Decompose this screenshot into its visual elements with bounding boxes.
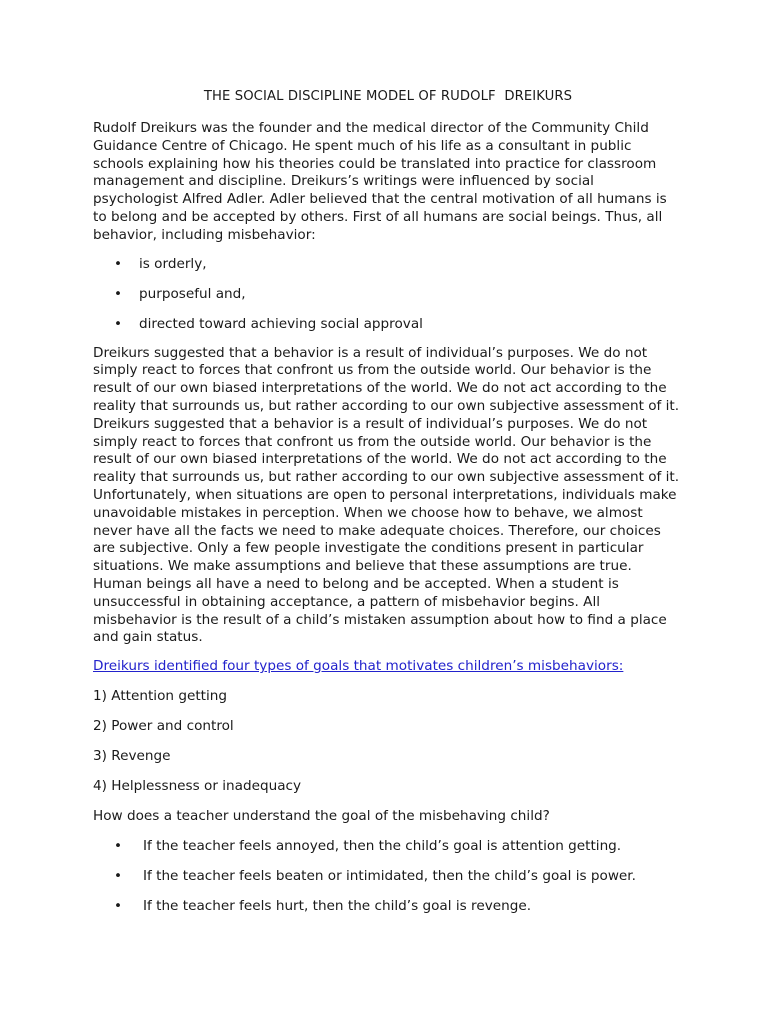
bullet-icon: • xyxy=(114,285,123,302)
body-paragraph: Dreikurs suggested that a behavior is a result of individual’s purposes. We do not simply react to forces that confront us from the outside world. Our behavior is the result of our own biased interpretations of the world. We do not act according to the reality that surrounds us, but rather according to our own subjective assessment of it. Dreikurs suggested that a behavior is a result of individual’s purposes. We do not simply react to forces that confront us from the outside world. Our behavior is the result of our own biased interpretations of the world. We do not act according to the reality that surrounds us, but rather according to our own subjective assessment of it. Unfortunately, when situations are open to personal interpretations, individuals make unavoidable mistakes in perception. When we choose how to behave, we almost never have all the facts we need to make adequate choices. Therefore, our choices are subjective. Only a few people investigate the conditions present in particular situations. We make assumptions and believe that these assumptions are true. Human beings all have a need to belong and be accepted. When a student is unsuccessful in obtaining acceptance, a pattern of misbehavior begins. All misbehavior is the result of a child’s mistaken assumption about how to find a place and gain status. xyxy=(93,344,680,646)
bullet-icon: • xyxy=(114,315,123,332)
bullet-text: purposeful and, xyxy=(139,285,246,302)
bullet-text: is orderly, xyxy=(139,255,207,272)
list-item xyxy=(93,897,683,915)
teacher-question: How does a teacher understand the goal of the misbehaving child? xyxy=(93,808,550,825)
goal-item-helplessness: 4) Helplessness or inadequacy xyxy=(93,778,302,795)
bullet-text: If the teacher feels annoyed, then the child’s goal is attention getting. xyxy=(143,838,622,855)
document-title: THE SOCIAL DISCIPLINE MODEL OF RUDOLF DREIKURS xyxy=(203,89,573,104)
goal-item-attention: 1) Attention getting xyxy=(93,688,228,705)
list-item xyxy=(93,315,683,333)
goal-item-power: 2) Power and control xyxy=(93,718,234,735)
bullet-icon: • xyxy=(114,898,123,915)
document-content xyxy=(93,88,683,927)
behavior-bullet-list xyxy=(93,255,683,333)
bullet-icon: • xyxy=(114,868,123,885)
bullet-icon: • xyxy=(114,838,123,855)
bullet-text: If the teacher feels hurt, then the child’s goal is revenge. xyxy=(143,898,532,915)
teacher-bullet-list xyxy=(93,837,683,915)
bullet-icon: • xyxy=(114,255,123,272)
list-item xyxy=(93,867,683,885)
list-item xyxy=(93,285,683,303)
intro-paragraph: Rudolf Dreikurs was the founder and the medical director of the Community Child Guidance Centre of Chicago. He spent much of his life as a consultant in public schools explaining how his theories could be translated into practice for classroom management and discipline. Dreikurs’s writings were influenced by social psychologist Alfred Adler. Adler believed that the central motivation of all humans is to belong and be accepted by others. First of all humans are social beings. Thus, all behavior, including misbehavior: xyxy=(93,120,667,243)
list-item xyxy=(93,837,683,855)
goals-link[interactable]: Dreikurs identified four types of goals that motivates children’s misbehaviors: xyxy=(93,658,624,675)
bullet-text: If the teacher feels beaten or intimidated, then the child’s goal is power. xyxy=(143,868,636,885)
bullet-text: directed toward achieving social approval xyxy=(139,315,423,332)
list-item xyxy=(93,255,683,273)
goal-item-revenge: 3) Revenge xyxy=(93,748,171,765)
